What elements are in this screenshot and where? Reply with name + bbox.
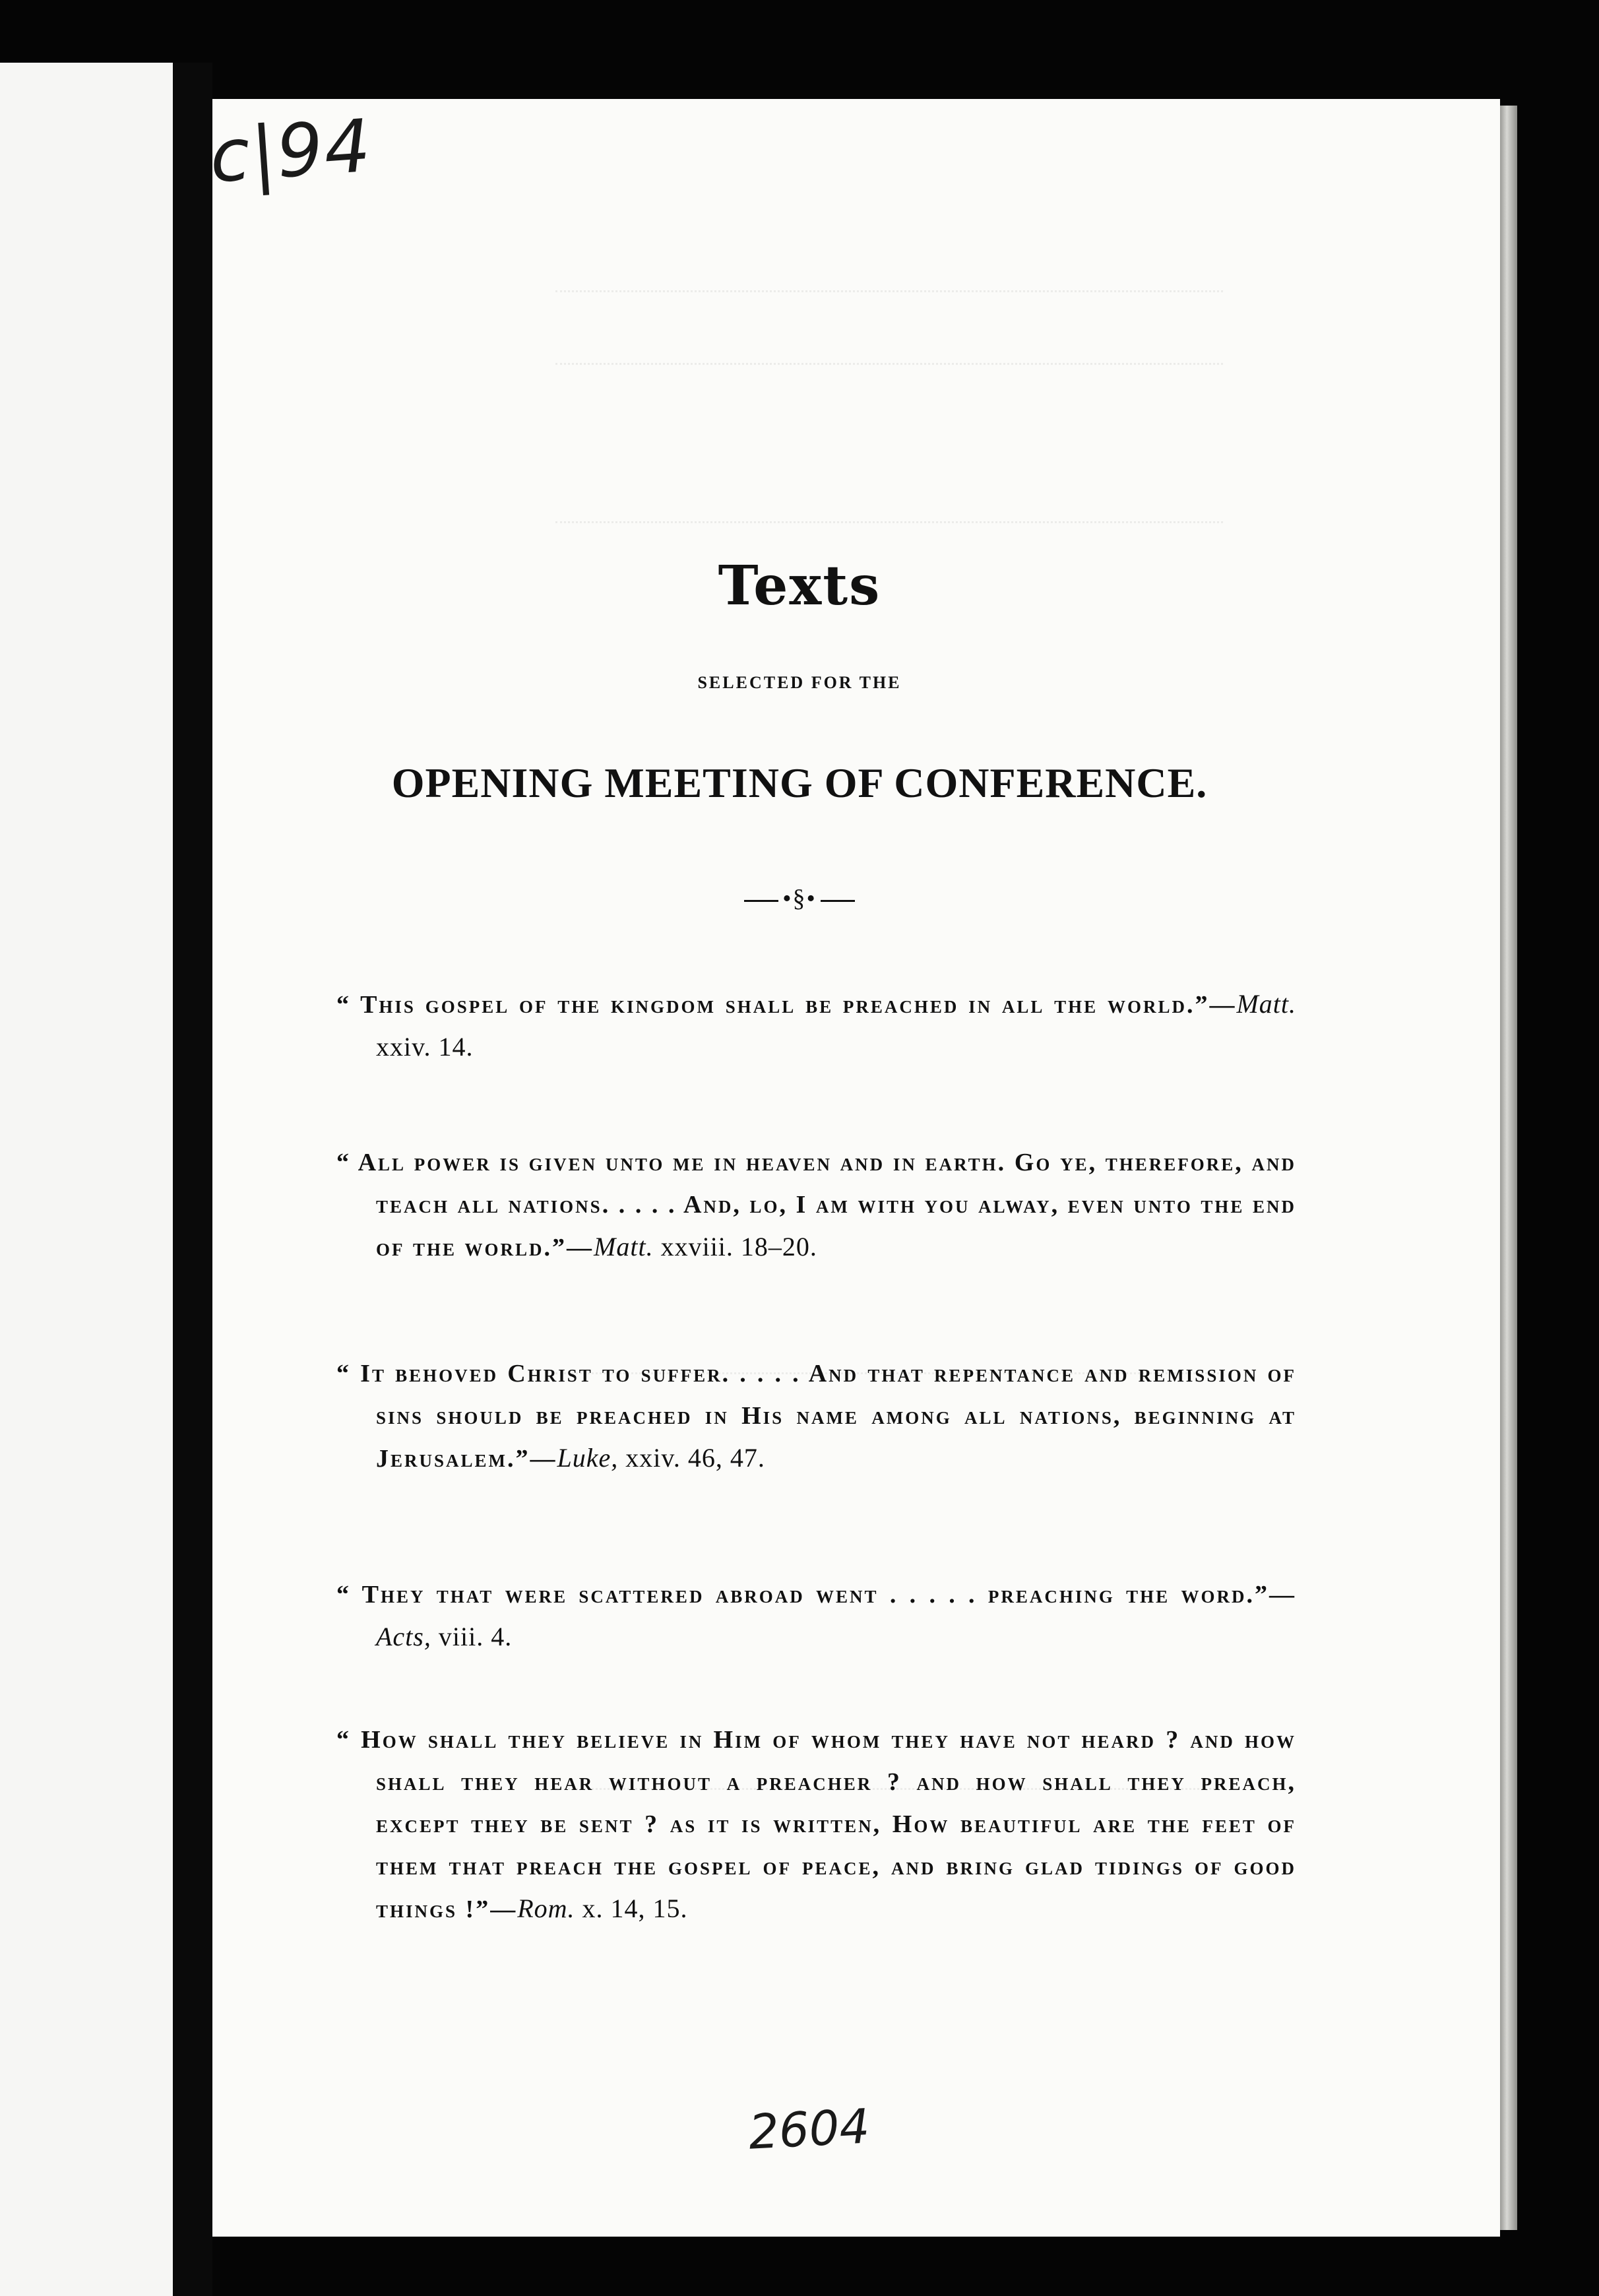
book-gutter	[173, 63, 212, 2296]
show-through	[555, 521, 1223, 524]
quote-reference	[594, 1232, 817, 1261]
quote-text: “ This gospel of the kingdom shall be preached in all the world.”—	[336, 991, 1237, 1019]
chapter-verse: xxiv. 46, 47.	[618, 1443, 765, 1473]
quote-reference	[557, 1443, 765, 1473]
quote-reference	[517, 1894, 687, 1923]
scripture-text-4	[336, 1574, 1296, 1659]
quote-text: “ All power is given unto me in heaven and in earth. Go ye, therefore, and teach all nations. . . . . And, lo, I am with you alway, even unto the end of the world.”—	[336, 1149, 1296, 1261]
scripture-text-1	[336, 983, 1296, 1069]
chapter-verse: xxiv. 14.	[376, 1032, 474, 1062]
page-title: Texts	[718, 554, 881, 618]
book-name: Matt.	[594, 1232, 654, 1261]
page-heading: OPENING MEETING OF CONFERENCE.	[391, 759, 1208, 806]
quote-text: “ How shall they believe in Him of whom they have not heard ? and how shall they hear without a preacher ? and how shall they preach, except they be sent ? as it is written, How beautiful are the feet of them that preach the gospel of peace, and bring glad tidings of good things !”—	[336, 1726, 1296, 1923]
chapter-verse: x. 14, 15.	[575, 1894, 688, 1923]
scripture-text-2	[336, 1141, 1296, 1269]
quote-reference	[376, 1622, 512, 1651]
page-subtitle: SELECTED FOR THE	[697, 673, 902, 692]
divider-rule	[744, 900, 778, 902]
scripture-text-3	[336, 1353, 1296, 1480]
facing-page	[0, 63, 173, 2296]
quote-text: “ They that were scattered abroad went . . . . . preaching the word.”—	[336, 1581, 1296, 1609]
ornament-glyph: •§•	[782, 885, 817, 912]
show-through	[555, 363, 1223, 366]
show-through	[555, 290, 1223, 293]
ornament-divider	[0, 884, 1599, 913]
chapter-verse: xxviii. 18–20.	[653, 1232, 817, 1261]
handwritten-shelfmark: c|94	[206, 103, 375, 199]
chapter-verse: viii. 4.	[431, 1622, 513, 1651]
quote-text: “ It behoved Christ to suffer. . . . . And that repentance and remission of sins should be preached in His name among all nations, beginning at Jerusalem.”—	[336, 1360, 1296, 1473]
page-edge	[1500, 106, 1517, 2230]
book-name: Matt.	[1236, 989, 1296, 1019]
book-name: Acts,	[376, 1622, 431, 1651]
book-name: Rom.	[517, 1894, 575, 1923]
divider-rule	[821, 900, 855, 902]
book-name: Luke,	[557, 1443, 619, 1473]
scripture-text-5	[336, 1719, 1296, 1930]
handwritten-page-number: 2604	[747, 2098, 871, 2160]
